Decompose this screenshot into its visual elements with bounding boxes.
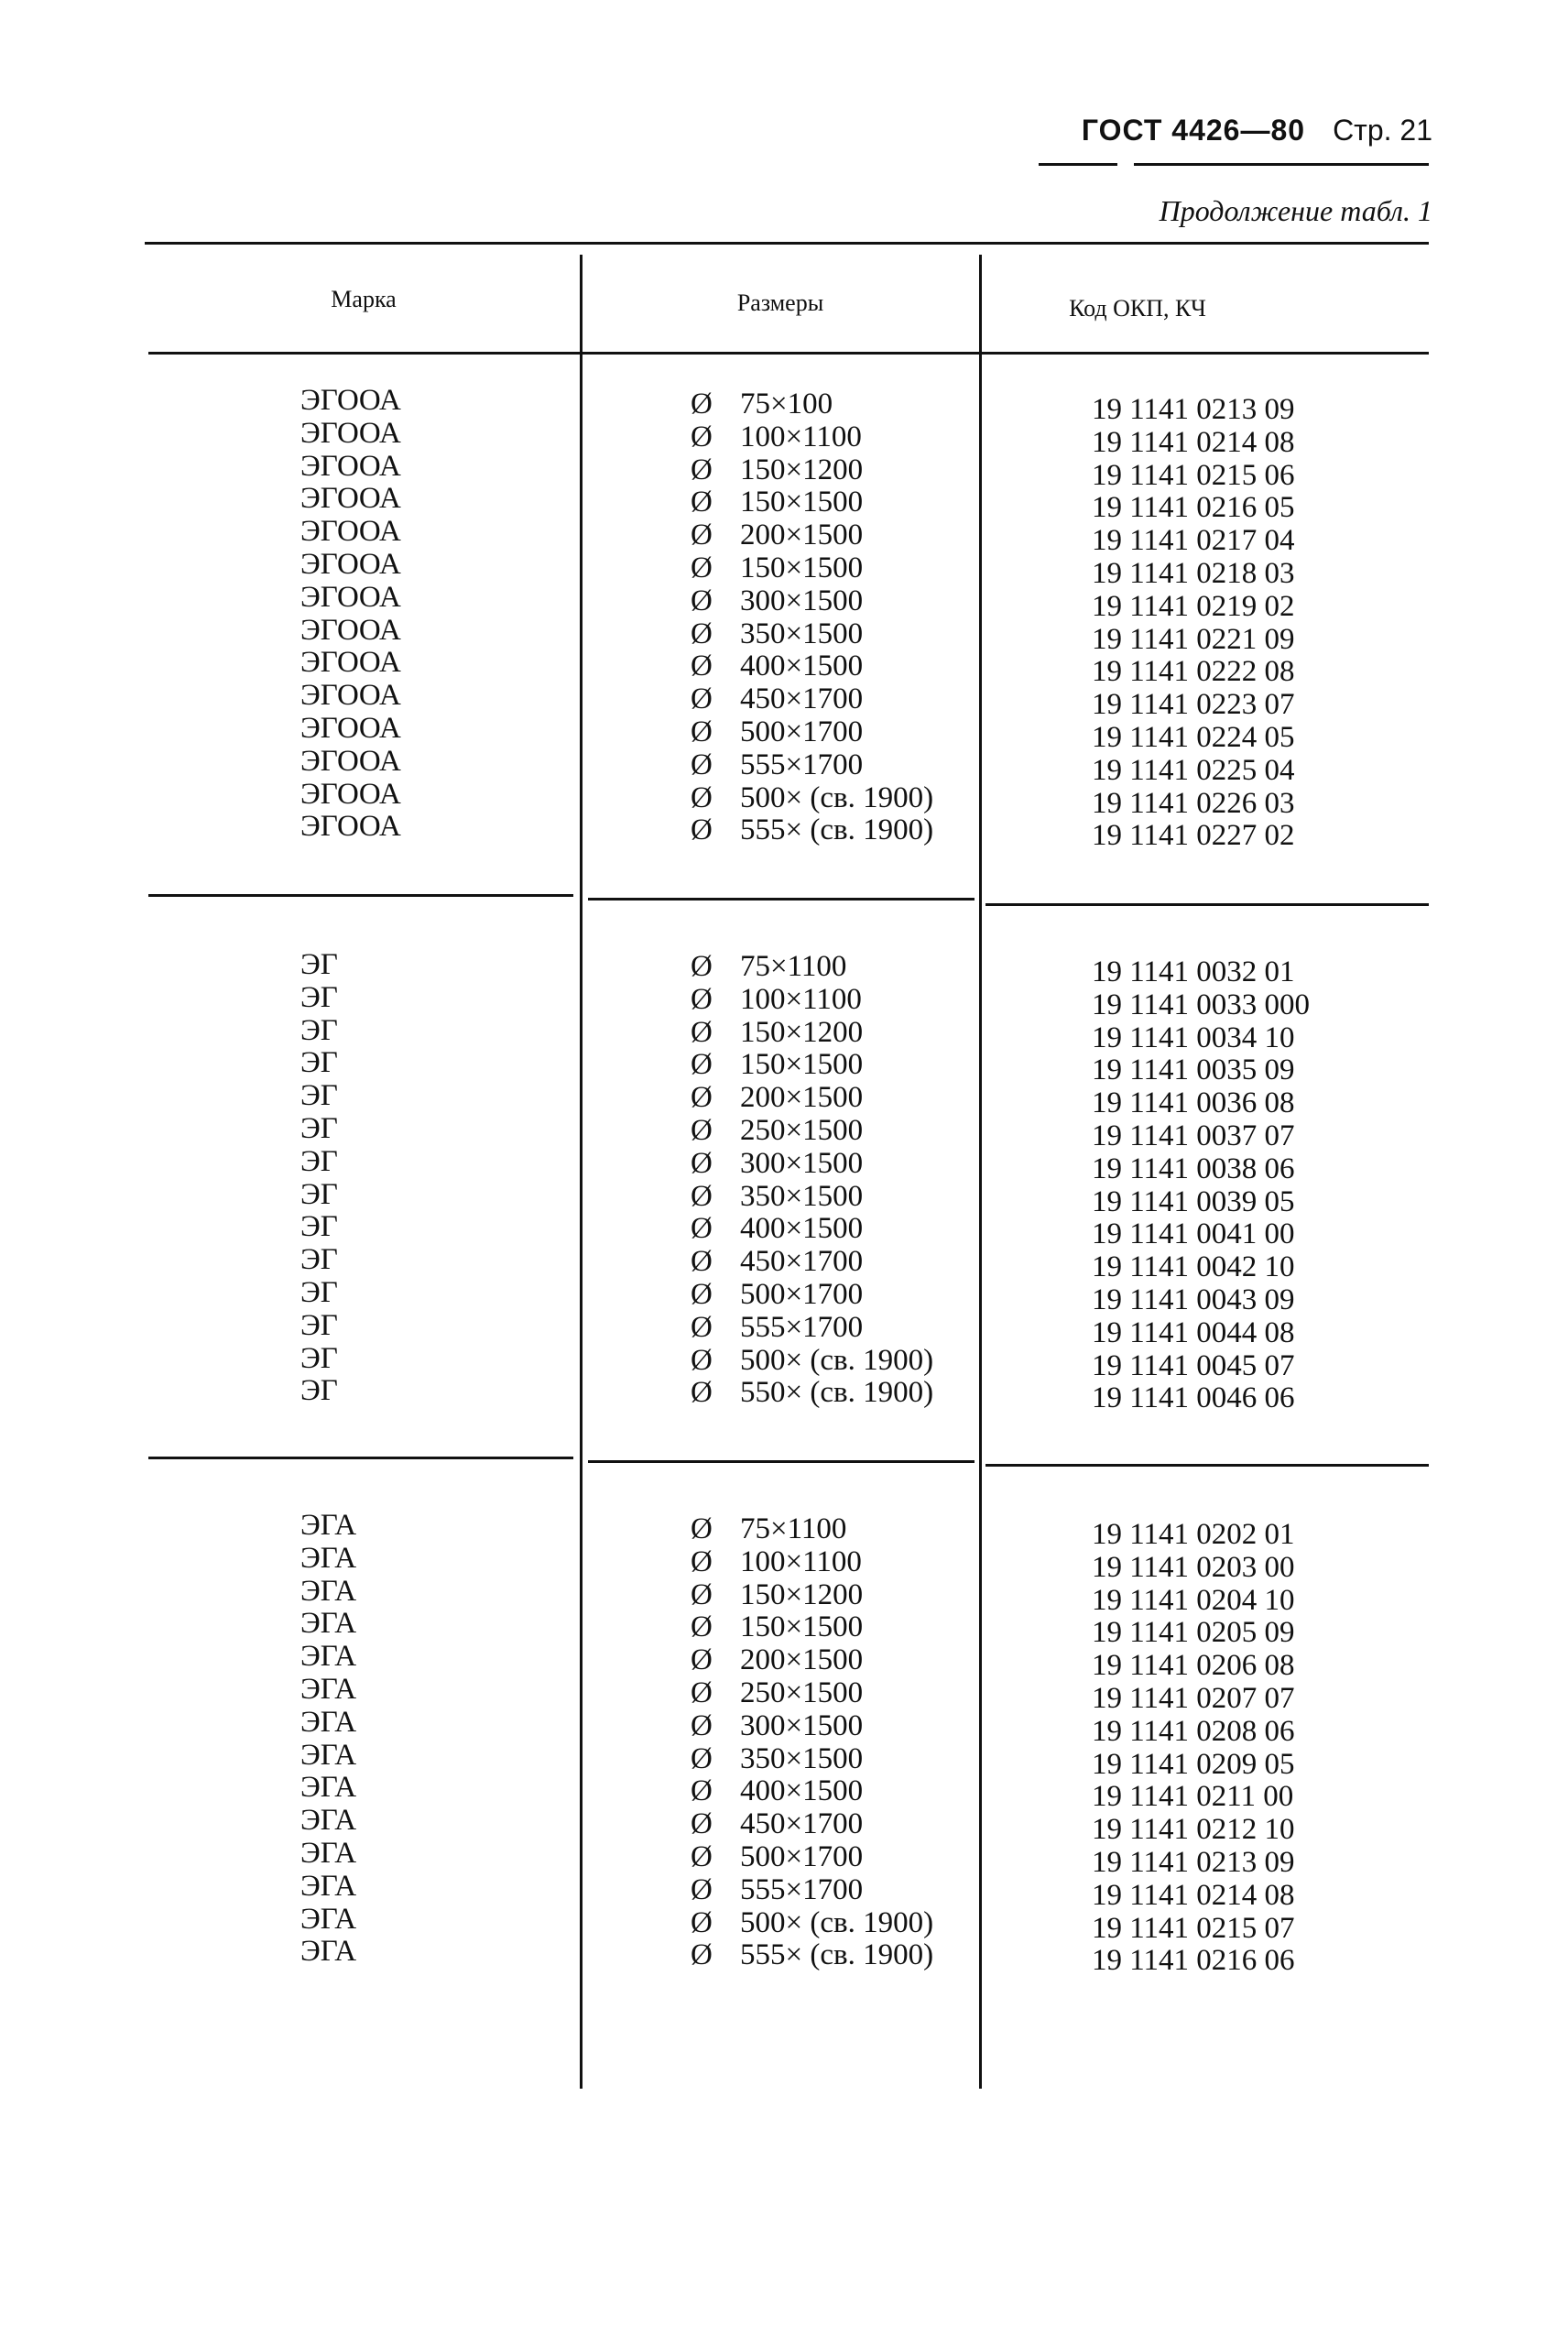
mark-cell: ЭГООА [300,482,401,516]
mark-cell: ЭГООА [300,646,401,680]
okp-code-cell: 19 1141 0035 09 [1092,1053,1295,1087]
mark-cell: ЭГА [300,1836,357,1870]
size-cell [691,618,933,651]
table-top-rule [145,242,1429,245]
size-cell [691,1181,933,1214]
diameter-icon: Ø [691,682,713,716]
diameter-icon: Ø [691,1741,713,1775]
okp-code-cell: 19 1141 0219 02 [1092,589,1295,623]
mark-column [300,949,338,1408]
diameter-icon: Ø [691,518,713,552]
okp-code-cell: 19 1141 0211 00 [1092,1780,1294,1814]
size-cell [691,716,933,749]
size-value: 555× (св. 1900) [740,813,934,847]
diameter-icon: Ø [691,1643,713,1677]
size-cell [691,814,933,847]
diameter-icon: Ø [691,1577,713,1611]
mark-cell: ЭГА [300,1574,357,1608]
mark-cell: ЭГООА [300,580,401,614]
column-divider [979,255,982,2089]
okp-code-cell: 19 1141 0045 07 [1092,1348,1295,1382]
diameter-icon: Ø [691,1376,713,1410]
mark-cell: ЭГА [300,1804,357,1838]
size-value: 450×1700 [740,1807,864,1841]
size-cell [691,1279,933,1312]
diameter-icon: Ø [691,1310,713,1344]
mark-cell: ЭГА [300,1541,357,1575]
size-value: 300×1500 [740,1708,864,1742]
diameter-icon: Ø [691,780,713,814]
size-cell [691,1377,933,1410]
size-cell [691,749,933,782]
okp-code-cell: 19 1141 0217 04 [1092,524,1295,558]
standard-number: ГОСТ 4426—80 [1081,114,1306,147]
size-cell [691,1017,933,1050]
size-value: 555×1700 [740,748,864,781]
okp-code-cell: 19 1141 0215 07 [1092,1911,1295,1945]
mark-cell: ЭГ [300,1144,338,1178]
diameter-icon: Ø [691,1512,713,1545]
okp-code-cell: 19 1141 0043 09 [1092,1283,1295,1316]
diameter-icon: Ø [691,748,713,781]
mark-cell: ЭГООА [300,416,401,450]
diameter-icon: Ø [691,1545,713,1578]
diameter-icon: Ø [691,982,713,1016]
size-cell [691,1611,933,1644]
size-cell [691,388,933,421]
size-cell [691,1049,933,1082]
okp-code-column [1092,394,1295,853]
size-value: 150×1200 [740,453,864,486]
size-value: 500× (св. 1900) [740,1905,934,1939]
size-value: 75×100 [740,388,833,420]
okp-code-cell: 19 1141 0203 00 [1092,1550,1295,1584]
diameter-icon: Ø [691,1343,713,1377]
table-continuation-caption: Продолжение табл. 1 [1159,194,1432,227]
okp-code-cell: 19 1141 0204 10 [1092,1583,1295,1617]
mark-cell: ЭГ [300,1308,338,1342]
size-value: 150×1500 [740,551,864,584]
size-value: 100×1100 [740,420,862,453]
mark-cell: ЭГ [300,1046,338,1080]
size-value: 350×1500 [740,1741,864,1775]
mark-cell: ЭГА [300,1738,357,1772]
diameter-icon: Ø [691,486,713,519]
mark-cell: ЭГ [300,1013,338,1047]
size-value: 555×1700 [740,1872,864,1906]
mark-cell: ЭГА [300,1672,357,1706]
size-cell [691,519,933,552]
diameter-icon: Ø [691,1245,713,1279]
mark-cell: ЭГ [300,1111,338,1145]
mark-cell: ЭГА [300,1935,357,1969]
size-cell [691,1644,933,1677]
size-cell [691,1546,933,1579]
size-cell [691,1775,933,1808]
okp-code-cell: 19 1141 0202 01 [1092,1518,1295,1551]
mark-cell: ЭГ [300,1374,338,1408]
diameter-icon: Ø [691,1015,713,1049]
diameter-icon: Ø [691,1872,713,1906]
okp-code-cell: 19 1141 0223 07 [1092,688,1295,722]
size-cell [691,1841,933,1874]
diameter-icon: Ø [691,1938,713,1972]
mark-cell: ЭГООА [300,711,401,745]
size-cell [691,1345,933,1378]
okp-code-cell: 19 1141 0206 08 [1092,1649,1295,1683]
okp-code-cell: 19 1141 0213 09 [1092,393,1295,426]
diameter-icon: Ø [691,649,713,683]
diameter-icon: Ø [691,584,713,617]
okp-code-cell: 19 1141 0039 05 [1092,1184,1295,1218]
size-value: 500× (св. 1900) [740,780,934,814]
size-value: 250×1500 [740,1676,864,1709]
okp-code-cell: 19 1141 0042 10 [1092,1250,1295,1284]
size-cell [691,984,933,1017]
diameter-icon: Ø [691,1048,713,1082]
diameter-icon: Ø [691,1113,713,1147]
sizes-column [691,1513,933,1972]
size-cell [691,454,933,487]
mark-cell: ЭГ [300,1177,338,1211]
size-cell [691,1312,933,1345]
mark-cell: ЭГА [300,1869,357,1903]
okp-code-cell: 19 1141 0224 05 [1092,720,1295,754]
diameter-icon: Ø [691,453,713,486]
okp-code-cell: 19 1141 0214 08 [1092,1878,1295,1912]
mark-cell: ЭГА [300,1902,357,1936]
header-rule [1039,163,1117,166]
size-value: 550× (св. 1900) [740,1376,934,1410]
okp-code-cell: 19 1141 0227 02 [1092,819,1295,853]
mark-cell: ЭГООА [300,515,401,549]
diameter-icon: Ø [691,1708,713,1742]
mark-cell: ЭГА [300,1705,357,1739]
size-cell [691,486,933,519]
okp-code-cell: 19 1141 0226 03 [1092,786,1295,820]
diameter-icon: Ø [691,617,713,650]
diameter-icon: Ø [691,1676,713,1709]
size-cell [691,782,933,815]
okp-code-column [1092,956,1310,1415]
diameter-icon: Ø [691,1277,713,1311]
okp-code-cell: 19 1141 0207 07 [1092,1681,1295,1715]
size-cell [691,552,933,585]
okp-code-cell: 19 1141 0225 04 [1092,753,1295,787]
okp-code-cell: 19 1141 0037 07 [1092,1119,1295,1152]
mark-cell: ЭГА [300,1640,357,1674]
size-cell [691,650,933,683]
size-cell [691,1213,933,1246]
size-value: 555× (св. 1900) [740,1938,934,1972]
mark-column [300,1510,356,1969]
diameter-icon: Ø [691,1081,713,1115]
okp-code-cell: 19 1141 0216 05 [1092,491,1295,525]
size-value: 150×1200 [740,1015,864,1049]
size-value: 500×1700 [740,1839,864,1873]
size-value: 350×1500 [740,1179,864,1213]
size-value: 150×1500 [740,1610,864,1644]
size-cell [691,1513,933,1546]
diameter-icon: Ø [691,1774,713,1808]
mark-cell: ЭГА [300,1509,357,1542]
size-value: 100×1100 [740,1545,862,1578]
mark-cell: ЭГА [300,1771,357,1805]
okp-code-cell: 19 1141 0216 06 [1092,1944,1295,1978]
size-value: 150×1500 [740,1048,864,1082]
diameter-icon: Ø [691,551,713,584]
okp-code-cell: 19 1141 0041 00 [1092,1217,1295,1251]
size-value: 450×1700 [740,1245,864,1279]
size-cell [691,1939,933,1972]
diameter-icon: Ø [691,950,713,983]
diameter-icon: Ø [691,1905,713,1939]
size-cell [691,585,933,618]
size-cell [691,1808,933,1841]
size-value: 200×1500 [740,1081,864,1115]
size-value: 450×1700 [740,682,864,716]
mark-cell: ЭГООА [300,547,401,581]
mark-cell: ЭГ [300,980,338,1014]
size-cell [691,1907,933,1940]
okp-code-column [1092,1519,1295,1978]
size-value: 500×1700 [740,715,864,748]
mark-cell: ЭГООА [300,810,401,844]
diameter-icon: Ø [691,715,713,748]
size-value: 400×1500 [740,1774,864,1808]
size-cell [691,1710,933,1743]
mark-cell: ЭГ [300,948,338,981]
size-value: 100×1100 [740,982,862,1016]
size-cell [691,1677,933,1710]
diameter-icon: Ø [691,1839,713,1873]
size-value: 500× (св. 1900) [740,1343,934,1377]
okp-code-cell: 19 1141 0034 10 [1092,1021,1295,1054]
mark-cell: ЭГООА [300,384,401,417]
group-separator [148,1457,573,1459]
size-value: 400×1500 [740,1212,864,1246]
okp-code-cell: 19 1141 0215 06 [1092,458,1295,492]
size-cell [691,1874,933,1907]
okp-code-cell: 19 1141 0209 05 [1092,1747,1295,1781]
diameter-icon: Ø [691,1212,713,1246]
okp-code-cell: 19 1141 0036 08 [1092,1086,1295,1120]
group-separator [588,1460,975,1463]
size-value: 250×1500 [740,1113,864,1147]
size-cell [691,421,933,454]
size-cell [691,1148,933,1181]
page-number: Стр. 21 [1333,114,1432,147]
mark-cell: ЭГ [300,1243,338,1277]
group-separator [588,898,975,901]
mark-cell: ЭГ [300,1341,338,1375]
mark-cell: ЭГООА [300,777,401,811]
size-value: 75×1100 [740,950,847,983]
header-rule [1134,163,1429,166]
diameter-icon: Ø [691,1610,713,1644]
column-header-mark: Марка [331,286,397,312]
group-separator [985,903,1429,906]
column-header-okp-code: Код ОКП, КЧ [1069,295,1206,322]
size-value: 200×1500 [740,518,864,552]
size-cell [691,1246,933,1279]
okp-code-cell: 19 1141 0205 09 [1092,1616,1295,1650]
okp-code-cell: 19 1141 0221 09 [1092,622,1295,656]
size-cell [691,683,933,716]
size-value: 500×1700 [740,1277,864,1311]
column-divider [580,255,583,2089]
size-value: 200×1500 [740,1643,864,1677]
diameter-icon: Ø [691,388,713,420]
table-header-rule [148,352,1429,355]
sizes-column [691,951,933,1410]
diameter-icon: Ø [691,420,713,453]
diameter-icon: Ø [691,1146,713,1180]
diameter-icon: Ø [691,1807,713,1841]
mark-cell: ЭГООА [300,679,401,713]
size-value: 150×1500 [740,486,864,519]
okp-code-cell: 19 1141 0213 09 [1092,1845,1295,1879]
mark-cell: ЭГООА [300,449,401,483]
mark-cell: ЭГА [300,1607,357,1641]
okp-code-cell: 19 1141 0214 08 [1092,425,1295,459]
size-value: 300×1500 [740,584,864,617]
mark-column [300,385,401,844]
okp-code-cell: 19 1141 0033 000 [1092,988,1311,1021]
okp-code-cell: 19 1141 0032 01 [1092,955,1295,988]
mark-cell: ЭГООА [300,744,401,778]
okp-code-cell: 19 1141 0046 06 [1092,1381,1295,1415]
size-cell [691,1115,933,1148]
page-header [1082,114,1432,147]
size-value: 150×1200 [740,1577,864,1611]
size-cell [691,1082,933,1115]
diameter-icon: Ø [691,813,713,847]
mark-cell: ЭГ [300,1275,338,1309]
mark-cell: ЭГ [300,1210,338,1244]
column-header-sizes: Размеры [736,289,824,316]
size-value: 400×1500 [740,649,864,683]
sizes-column [691,388,933,847]
diameter-icon: Ø [691,1179,713,1213]
okp-code-cell: 19 1141 0218 03 [1092,556,1295,590]
size-value: 555×1700 [740,1310,864,1344]
mark-cell: ЭГООА [300,613,401,647]
okp-code-cell: 19 1141 0208 06 [1092,1714,1295,1748]
size-cell [691,1743,933,1776]
group-separator [985,1464,1429,1467]
group-separator [148,894,573,897]
okp-code-cell: 19 1141 0044 08 [1092,1315,1295,1349]
okp-code-cell: 19 1141 0212 10 [1092,1813,1295,1847]
size-cell [691,951,933,984]
size-value: 75×1100 [740,1512,847,1545]
okp-code-cell: 19 1141 0038 06 [1092,1152,1295,1185]
size-value: 350×1500 [740,617,864,650]
mark-cell: ЭГ [300,1079,338,1113]
size-value: 300×1500 [740,1146,864,1180]
size-cell [691,1579,933,1612]
okp-code-cell: 19 1141 0222 08 [1092,655,1295,689]
